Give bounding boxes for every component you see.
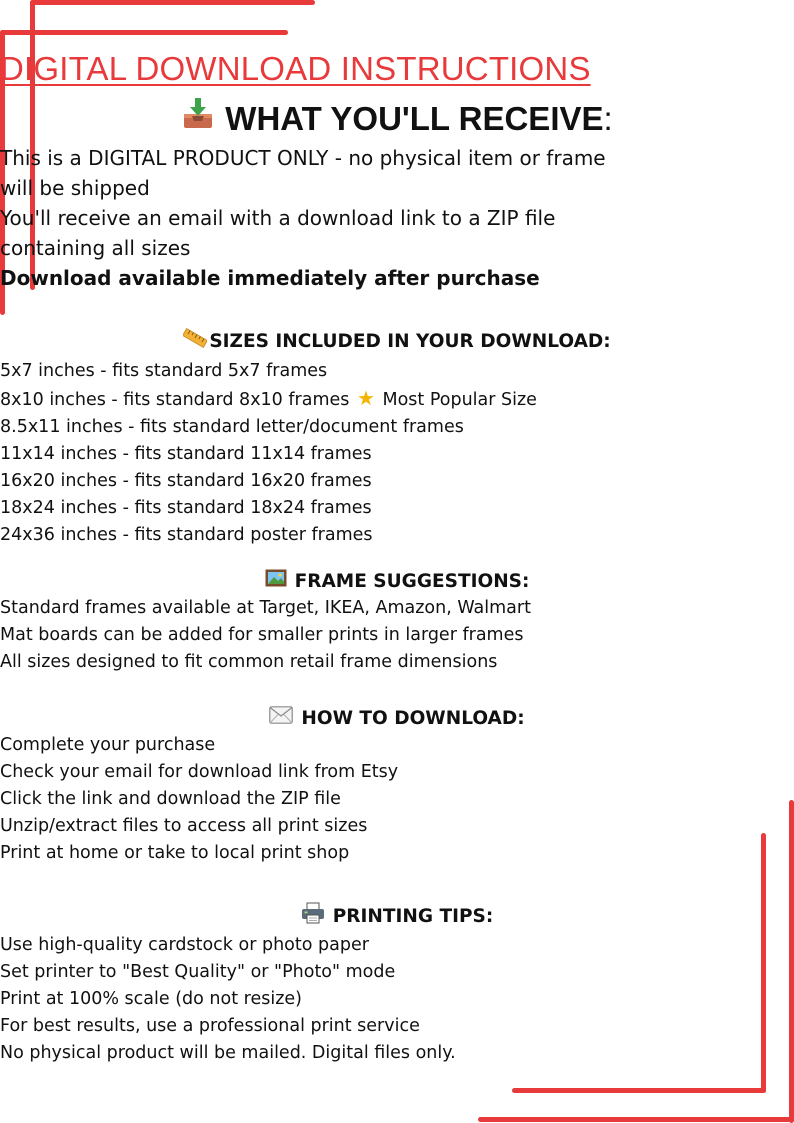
receive-bold-line: Download available immediately after purchase <box>0 266 540 290</box>
download-section <box>0 706 794 867</box>
frame-line-bottom-inner <box>512 1088 766 1093</box>
printing-tip: For best results, use a professional print service <box>0 1016 420 1036</box>
download-step: Unzip/extract files to access all print sizes <box>0 816 368 836</box>
printing-tip: Print at 100% scale (do not resize) <box>0 989 302 1009</box>
printer-icon <box>301 902 325 932</box>
frame-line-bottom-outer <box>478 1117 794 1122</box>
download-tray-icon <box>181 96 215 141</box>
frame-line-top-inner <box>0 30 288 35</box>
page-title: DIGITAL DOWNLOAD INSTRUCTIONS <box>0 50 591 87</box>
receive-section <box>0 143 794 293</box>
frames-section <box>0 569 794 676</box>
size-line: 18x24 inches - fits standard 18x24 frames <box>0 498 372 518</box>
size-line: 16x20 inches - fits standard 16x20 frames <box>0 471 372 491</box>
printing-tip: No physical product will be mailed. Digital files only. <box>0 1043 456 1063</box>
envelope-icon <box>269 706 293 732</box>
download-step: Click the link and download the ZIP file <box>0 789 341 809</box>
printing-tip: Set printer to "Best Quality" or "Photo" mode <box>0 962 396 982</box>
download-step: Check your email for download link from Etsy <box>0 762 399 782</box>
sizes-heading-row <box>0 326 794 358</box>
popular-label: Most Popular Size <box>382 390 537 410</box>
printing-section <box>0 902 794 1067</box>
frame-suggestion-line: All sizes designed to fit common retail frame dimensions <box>0 652 498 672</box>
sizes-heading: SIZES INCLUDED IN YOUR DOWNLOAD: <box>209 331 611 352</box>
receive-line: containing all sizes <box>0 236 191 260</box>
frame-line-top <box>30 0 315 5</box>
size-line: 8.5x11 inches - fits standard letter/document frames <box>0 417 464 437</box>
printing-heading-row <box>0 902 794 932</box>
download-step: Print at home or take to local print shop <box>0 843 350 863</box>
receive-line: This is a DIGITAL PRODUCT ONLY - no physical item or frame <box>0 146 606 170</box>
receive-line: will be shipped <box>0 176 150 200</box>
star-icon: ★ <box>356 386 375 410</box>
size-line: 5x7 inches - fits standard 5x7 frames <box>0 361 328 381</box>
framed-picture-icon <box>265 569 287 595</box>
frame-suggestion-line: Mat boards can be added for smaller prints in larger frames <box>0 625 524 645</box>
printing-tip: Use high-quality cardstock or photo paper <box>0 935 369 955</box>
download-heading-row <box>0 706 794 732</box>
receive-heading: WHAT YOU'LL RECEIVE: <box>225 99 613 137</box>
size-line: 8x10 inches - fits standard 8x10 frames <box>0 390 350 410</box>
size-line: 11x14 inches - fits standard 11x14 frames <box>0 444 372 464</box>
frame-suggestion-line: Standard frames available at Target, IKEA, Amazon, Walmart <box>0 598 531 618</box>
printing-heading: PRINTING TIPS: <box>332 906 494 927</box>
frames-heading: FRAME SUGGESTIONS: <box>294 571 530 592</box>
frames-heading-row <box>0 569 794 595</box>
receive-heading-row <box>0 96 794 141</box>
size-line: 24x36 inches - fits standard poster frames <box>0 525 373 545</box>
size-line-popular <box>0 385 794 414</box>
download-step: Complete your purchase <box>0 735 216 755</box>
ruler-icon <box>183 326 207 358</box>
receive-line: You'll receive an email with a download link to a ZIP file <box>0 206 556 230</box>
sizes-section <box>0 326 794 549</box>
download-heading: HOW TO DOWNLOAD: <box>301 708 525 729</box>
